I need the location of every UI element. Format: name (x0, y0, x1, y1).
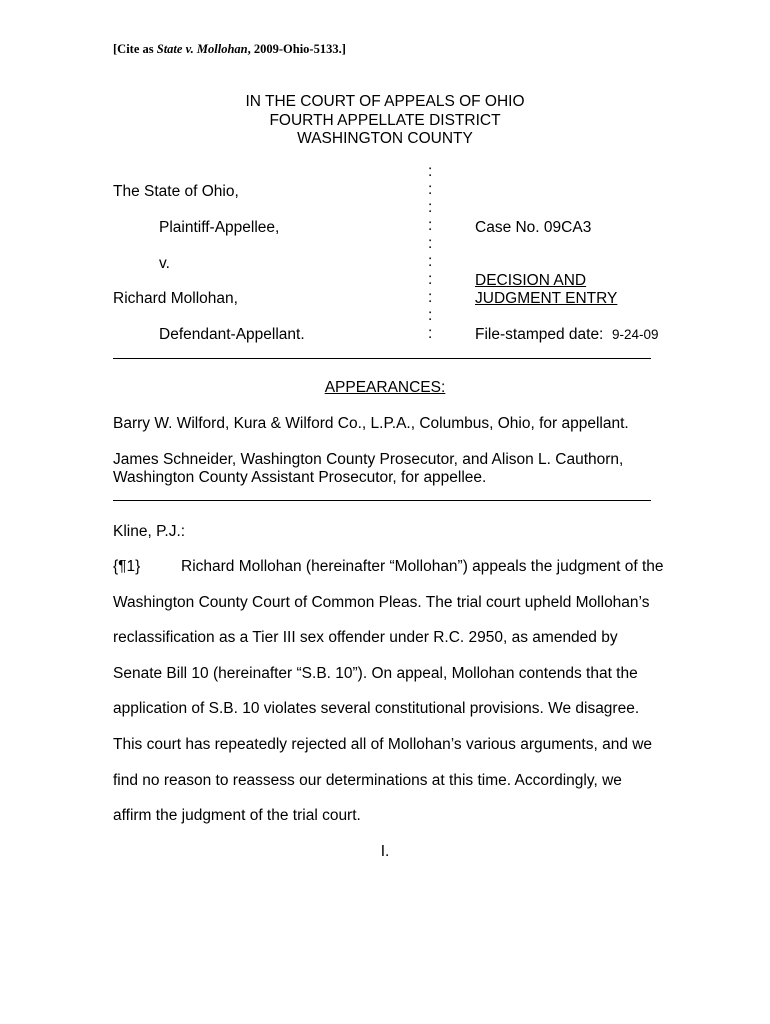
opinion-line: application of S.B. 10 violates several constitutional provisions. We disagree. (113, 700, 640, 717)
caption-colon: : (428, 163, 433, 180)
caption-defendant-role: Defendant-Appellant. (159, 326, 305, 343)
appearances-divider (113, 500, 651, 501)
caption-colon: : (428, 235, 433, 252)
opinion-line: affirm the judgment of the trial court. (113, 807, 361, 824)
paragraph-mark: {¶1} (113, 558, 141, 575)
caption-plaintiff: The State of Ohio, (113, 183, 239, 200)
citation-prefix: [Cite as (113, 42, 157, 56)
opinion-line: Senate Bill 10 (hereinafter “S.B. 10”). On appeal, Mollohan contends that the (113, 665, 638, 682)
court-county: WASHINGTON COUNTY (297, 130, 473, 147)
file-stamp (475, 326, 659, 344)
opinion-line: find no reason to reassess our determinations at this time. Accordingly, we (113, 772, 622, 789)
decision-title: DECISION AND (475, 272, 587, 289)
appearances-heading: APPEARANCES: (324, 379, 446, 396)
caption-colon: : (428, 325, 433, 342)
caption-defendant: Richard Mollohan, (113, 290, 238, 307)
court-name: IN THE COURT OF APPEALS OF OHIO (245, 93, 525, 110)
judgment-entry-title: JUDGMENT ENTRY (475, 290, 618, 307)
file-stamp-date: 9-24-09 (612, 327, 659, 342)
opinion-author: Kline, P.J.: (113, 523, 186, 540)
citation-header (113, 42, 346, 57)
court-district: FOURTH APPELLATE DISTRICT (269, 112, 501, 129)
caption-divider (113, 358, 651, 359)
section-heading: I. (380, 843, 390, 860)
opinion-line: Richard Mollohan (hereinafter “Mollohan”) appeals the judgment of the (181, 558, 664, 575)
caption-versus: v. (159, 255, 170, 272)
caption-colon: : (428, 271, 433, 288)
case-number: Case No. 09CA3 (475, 219, 592, 236)
citation-case-name: State v. Mollohan (156, 42, 248, 56)
caption-plaintiff-role: Plaintiff-Appellee, (159, 219, 280, 236)
appellee-counsel-line1: James Schneider, Washington County Prosecutor, and Alison L. Cauthorn, (113, 451, 624, 468)
caption-colon: : (428, 181, 433, 198)
caption-colon: : (428, 217, 433, 234)
caption-colon: : (428, 253, 433, 270)
caption-colon: : (428, 307, 433, 324)
appellee-counsel-line2: Washington County Assistant Prosecutor, for appellee. (113, 469, 487, 486)
appellant-counsel: Barry W. Wilford, Kura & Wilford Co., L.P.A., Columbus, Ohio, for appellant. (113, 415, 629, 432)
opinion-line: reclassification as a Tier III sex offender under R.C. 2950, as amended by (113, 629, 618, 646)
file-stamp-label: File-stamped date: (475, 326, 604, 343)
citation-suffix: , 2009-Ohio-5133.] (247, 42, 346, 56)
caption-colon: : (428, 199, 433, 216)
opinion-line: Washington County Court of Common Pleas. The trial court upheld Mollohan’s (113, 594, 650, 611)
caption-colon: : (428, 289, 433, 306)
opinion-line: This court has repeatedly rejected all of Mollohan’s various arguments, and we (113, 736, 653, 753)
